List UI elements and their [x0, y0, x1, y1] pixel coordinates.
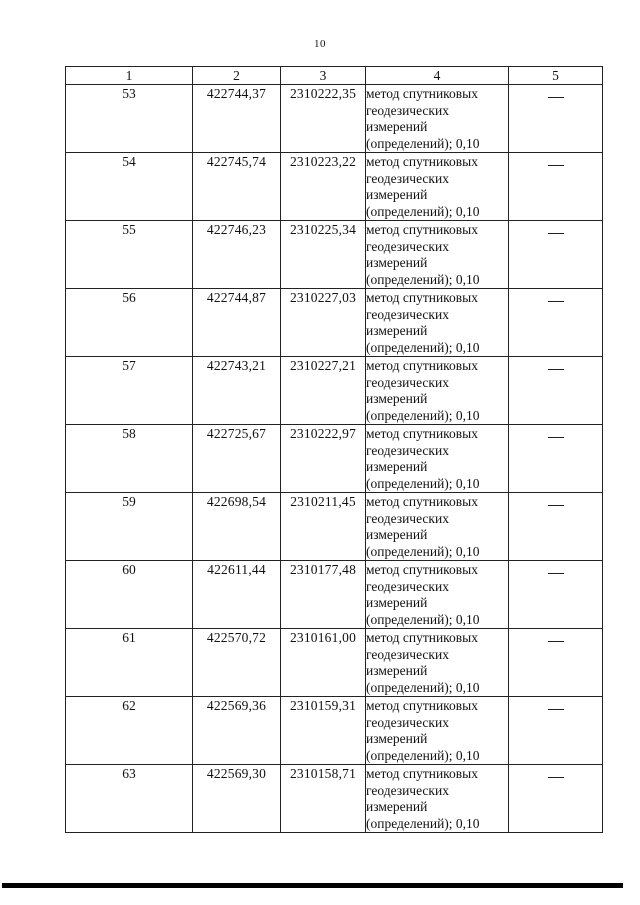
- method-cell: метод спутниковых геодезических измерений (определений); 0,10: [366, 289, 509, 357]
- header-col-5: 5: [509, 67, 603, 85]
- note-cell: [509, 765, 603, 833]
- table-row: [66, 153, 603, 221]
- y-coordinate-cell: 2310158,71: [281, 765, 366, 833]
- table-row: [66, 221, 603, 289]
- y-coordinate-cell: 2310222,35: [281, 85, 366, 153]
- note-cell: [509, 629, 603, 697]
- y-coordinate-cell: 2310159,31: [281, 697, 366, 765]
- method-cell: метод спутниковых геодезических измерений (определений); 0,10: [366, 697, 509, 765]
- dash-mark: [548, 437, 564, 438]
- y-coordinate-cell: 2310177,48: [281, 561, 366, 629]
- x-coordinate-cell: 422743,21: [193, 357, 281, 425]
- table-row: [66, 493, 603, 561]
- table-row: [66, 357, 603, 425]
- x-coordinate-cell: 422570,72: [193, 629, 281, 697]
- header-col-3: 3: [281, 67, 366, 85]
- y-coordinate-cell: 2310211,45: [281, 493, 366, 561]
- point-number-cell: 63: [66, 765, 193, 833]
- dash-mark: [548, 573, 564, 574]
- point-number-cell: 54: [66, 153, 193, 221]
- x-coordinate-cell: 422569,30: [193, 765, 281, 833]
- dash-mark: [548, 505, 564, 506]
- header-row: [66, 67, 603, 85]
- point-number-cell: 60: [66, 561, 193, 629]
- table-row: [66, 289, 603, 357]
- method-cell: метод спутниковых геодезических измерений (определений); 0,10: [366, 153, 509, 221]
- table-row: [66, 629, 603, 697]
- method-cell: метод спутниковых геодезических измерений (определений); 0,10: [366, 765, 509, 833]
- header-col-4: 4: [366, 67, 509, 85]
- y-coordinate-cell: 2310161,00: [281, 629, 366, 697]
- note-cell: [509, 561, 603, 629]
- method-cell: метод спутниковых геодезических измерений (определений); 0,10: [366, 221, 509, 289]
- x-coordinate-cell: 422744,37: [193, 85, 281, 153]
- method-cell: метод спутниковых геодезических измерений (определений); 0,10: [366, 561, 509, 629]
- note-cell: [509, 153, 603, 221]
- y-coordinate-cell: 2310222,97: [281, 425, 366, 493]
- dash-mark: [548, 165, 564, 166]
- coordinates-table: [65, 66, 603, 833]
- point-number-cell: 53: [66, 85, 193, 153]
- method-cell: метод спутниковых геодезических измерений (определений); 0,10: [366, 425, 509, 493]
- x-coordinate-cell: 422744,87: [193, 289, 281, 357]
- page-number: 10: [314, 38, 326, 50]
- note-cell: [509, 289, 603, 357]
- method-cell: метод спутниковых геодезических измерений (определений); 0,10: [366, 629, 509, 697]
- x-coordinate-cell: 422569,36: [193, 697, 281, 765]
- point-number-cell: 61: [66, 629, 193, 697]
- x-coordinate-cell: 422611,44: [193, 561, 281, 629]
- note-cell: [509, 697, 603, 765]
- y-coordinate-cell: 2310227,21: [281, 357, 366, 425]
- point-number-cell: 59: [66, 493, 193, 561]
- note-cell: [509, 493, 603, 561]
- table-row: [66, 697, 603, 765]
- method-cell: метод спутниковых геодезических измерений (определений); 0,10: [366, 493, 509, 561]
- dash-mark: [548, 233, 564, 234]
- bottom-rule: [2, 883, 623, 888]
- table-row: [66, 425, 603, 493]
- x-coordinate-cell: 422746,23: [193, 221, 281, 289]
- method-cell: метод спутниковых геодезических измерений (определений); 0,10: [366, 85, 509, 153]
- y-coordinate-cell: 2310227,03: [281, 289, 366, 357]
- note-cell: [509, 221, 603, 289]
- table-row: [66, 561, 603, 629]
- x-coordinate-cell: 422698,54: [193, 493, 281, 561]
- note-cell: [509, 357, 603, 425]
- dash-mark: [548, 709, 564, 710]
- point-number-cell: 55: [66, 221, 193, 289]
- x-coordinate-cell: 422745,74: [193, 153, 281, 221]
- dash-mark: [548, 301, 564, 302]
- dash-mark: [548, 97, 564, 98]
- note-cell: [509, 85, 603, 153]
- method-cell: метод спутниковых геодезических измерений (определений); 0,10: [366, 357, 509, 425]
- x-coordinate-cell: 422725,67: [193, 425, 281, 493]
- table-header: [66, 67, 603, 85]
- point-number-cell: 57: [66, 357, 193, 425]
- table-row: [66, 85, 603, 153]
- dash-mark: [548, 369, 564, 370]
- table-row: [66, 765, 603, 833]
- point-number-cell: 58: [66, 425, 193, 493]
- y-coordinate-cell: 2310223,22: [281, 153, 366, 221]
- header-col-2: 2: [193, 67, 281, 85]
- table-body: [66, 85, 603, 833]
- header-col-1: 1: [66, 67, 193, 85]
- note-cell: [509, 425, 603, 493]
- dash-mark: [548, 641, 564, 642]
- y-coordinate-cell: 2310225,34: [281, 221, 366, 289]
- dash-mark: [548, 777, 564, 778]
- point-number-cell: 62: [66, 697, 193, 765]
- point-number-cell: 56: [66, 289, 193, 357]
